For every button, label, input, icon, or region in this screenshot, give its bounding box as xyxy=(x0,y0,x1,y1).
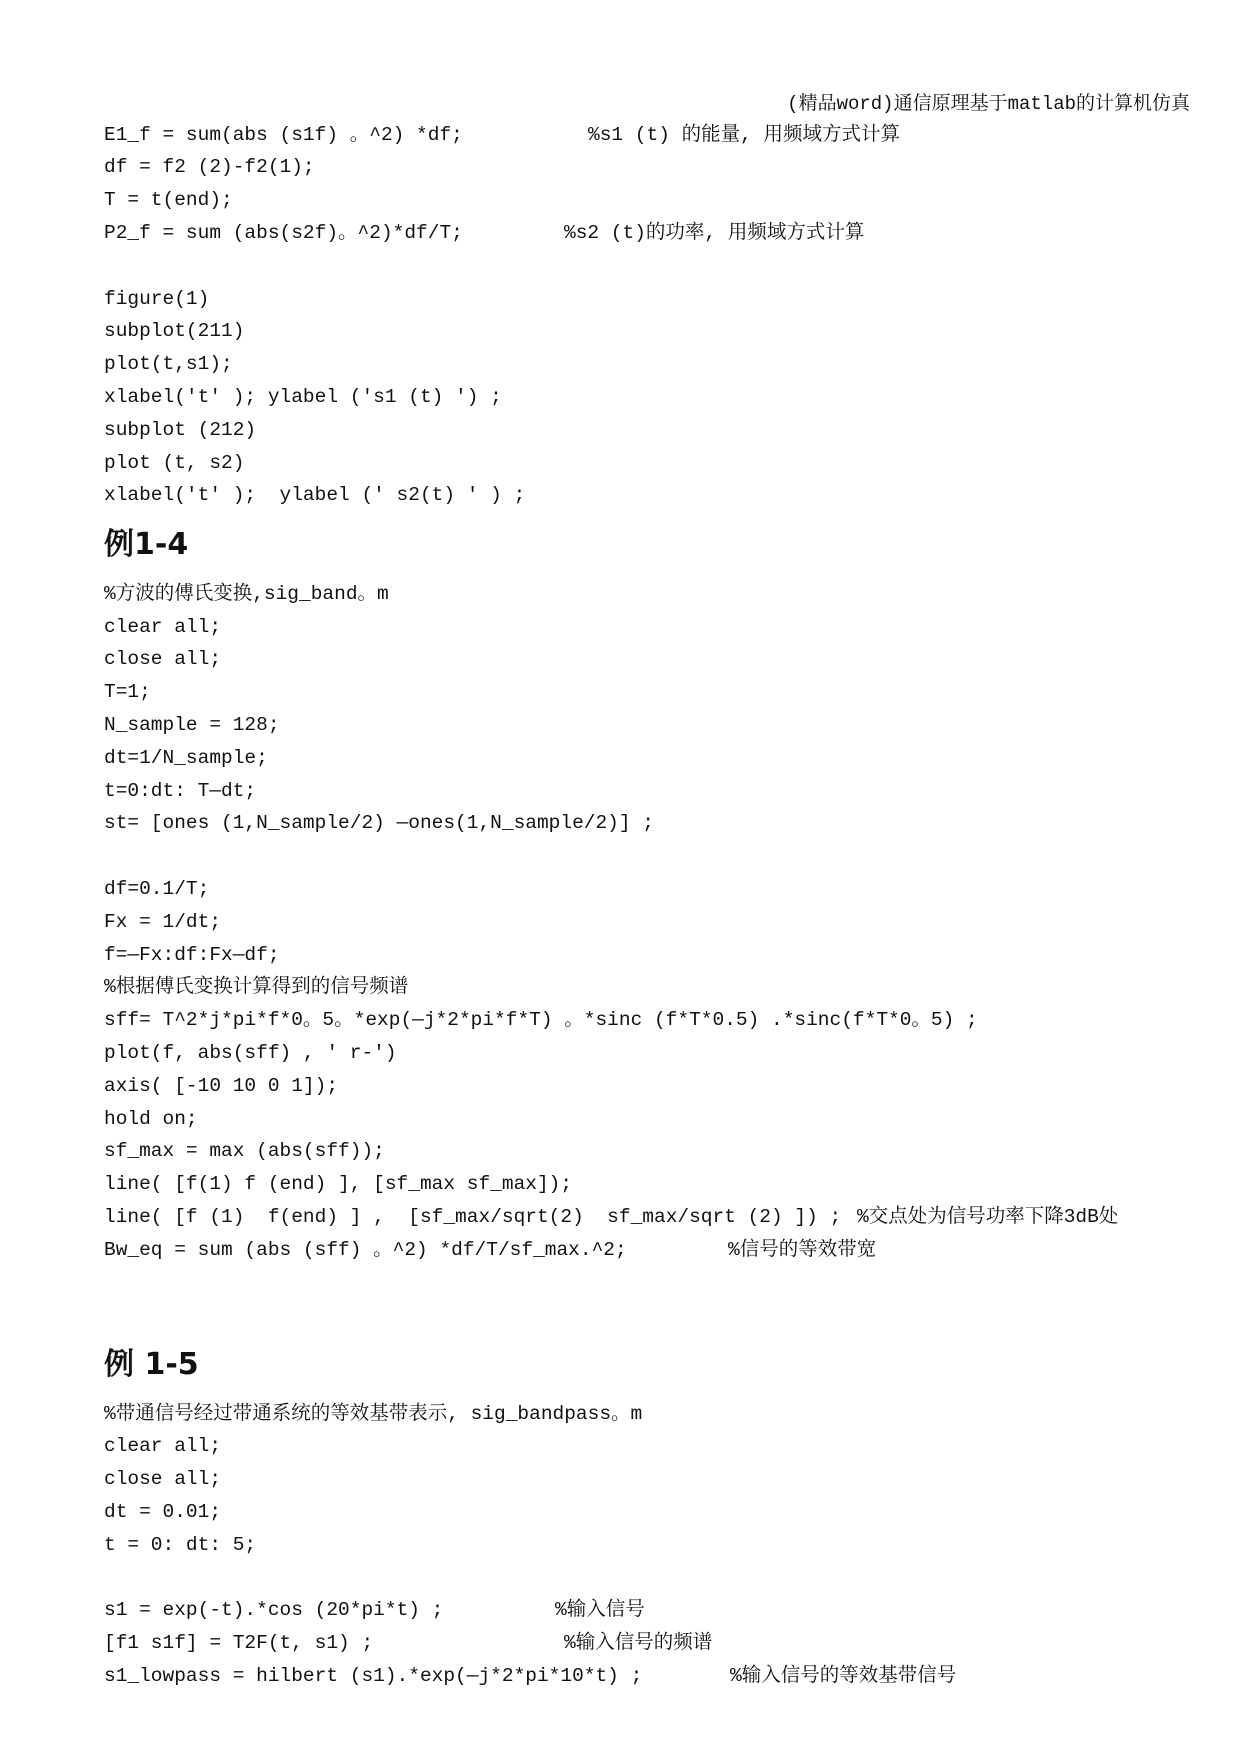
code-line xyxy=(104,807,1224,840)
code-text: dt=1/N_sample; xyxy=(104,746,268,769)
code-line xyxy=(104,906,1224,939)
code-line xyxy=(104,1135,1224,1168)
code-text: df = f2 (2)-f2(1); xyxy=(104,156,315,179)
code-text: hold on; xyxy=(104,1107,198,1130)
code-line xyxy=(104,119,1224,152)
code-text: f=—Fx:df:Fx—df; xyxy=(104,943,280,966)
code-comment: %信号的等效带宽 xyxy=(728,1238,877,1261)
page-header-title: (精品word)通信原理基于matlab的计算机仿真 xyxy=(787,93,1190,115)
code-text: s1_lowpass = hilbert (s1).*exp(—j*2*pi*10*t) ; xyxy=(104,1665,643,1688)
code-line xyxy=(104,1398,1224,1431)
code-line xyxy=(104,578,1224,611)
code-text: subplot(211) xyxy=(104,320,245,343)
code-text: xlabel('t' ); ylabel ('s1 (t) ') ; xyxy=(104,385,502,408)
code-line xyxy=(104,939,1224,972)
code-text: df=0.1/T; xyxy=(104,877,210,900)
code-comment: %输入信号的等效基带信号 xyxy=(730,1665,957,1688)
code-line xyxy=(104,709,1224,742)
code-text: Fx = 1/dt; xyxy=(104,910,222,933)
document-body xyxy=(104,119,1224,1693)
code-line xyxy=(104,1627,1224,1660)
code-text: %带通信号经过带通系统的等效基带表示, sig_bandpass。m xyxy=(104,1402,643,1425)
code-line xyxy=(104,1463,1224,1496)
code-line xyxy=(104,447,1224,480)
code-line xyxy=(104,742,1224,775)
code-line xyxy=(104,1594,1224,1627)
code-text: N_sample = 128; xyxy=(104,713,280,736)
code-line xyxy=(104,1201,1224,1234)
code-text: %方波的傅氏变换,sig_band。m xyxy=(104,582,389,605)
code-line xyxy=(104,611,1224,644)
code-comment: %交点处为信号功率下降3dB处 xyxy=(857,1205,1119,1228)
code-text: close all; xyxy=(104,648,222,671)
code-text: plot(t,s1); xyxy=(104,353,233,376)
code-text: plot(f, abs(sff) , ' r-') xyxy=(104,1041,397,1064)
code-line xyxy=(104,1529,1224,1562)
code-text: clear all; xyxy=(104,615,222,638)
code-line xyxy=(104,381,1224,414)
code-text: subplot (212) xyxy=(104,418,257,441)
code-text: line( [f (1) f(end) ] , [sf_max/sqrt(2) sf_max/sqrt (2) ]) ; xyxy=(104,1205,842,1228)
code-line xyxy=(104,1234,1224,1267)
code-line xyxy=(104,1037,1224,1070)
code-line xyxy=(104,414,1224,447)
code-line xyxy=(104,1430,1224,1463)
code-text: st= [ones (1,N_sample/2) —ones(1,N_sample/2)] ; xyxy=(104,812,654,835)
code-text: E1_f = sum(abs (s1f) 。^2) *df; xyxy=(104,123,463,146)
code-text: t = 0: dt: 5; xyxy=(104,1533,257,1556)
code-line xyxy=(104,1496,1224,1529)
code-line xyxy=(104,1103,1224,1136)
code-text: [f1 s1f] = T2F(t, s1) ; xyxy=(104,1632,374,1655)
code-text: dt = 0.01; xyxy=(104,1501,222,1524)
code-text: clear all; xyxy=(104,1435,222,1458)
code-text: axis( [-10 10 0 1]); xyxy=(104,1074,339,1097)
code-text: P2_f = sum (abs(s2f)。^2)*df/T; xyxy=(104,221,463,244)
code-comment: %输入信号 xyxy=(555,1599,645,1622)
code-line xyxy=(104,348,1224,381)
code-comment: %s2 (t)的功率, 用频域方式计算 xyxy=(564,221,865,244)
code-line xyxy=(104,479,1224,512)
code-line xyxy=(104,283,1224,316)
blank-line xyxy=(104,840,1224,873)
code-comment: %输入信号的频谱 xyxy=(564,1632,713,1655)
code-text: T=1; xyxy=(104,681,151,704)
code-line xyxy=(104,971,1224,1004)
code-text: line( [f(1) f (end) ], [sf_max sf_max]); xyxy=(104,1173,573,1196)
code-text: xlabel('t' ); ylabel (' s2(t) ' ) ; xyxy=(104,484,526,507)
blank-line xyxy=(104,1266,1224,1299)
section-heading-example-1-4: 例1-4 xyxy=(104,527,189,563)
code-line xyxy=(104,151,1224,184)
blank-line xyxy=(104,1299,1224,1332)
code-text: sf_max = max (abs(sff)); xyxy=(104,1140,385,1163)
code-line xyxy=(104,1004,1224,1037)
section-heading-example-1-5: 例 1-5 xyxy=(104,1347,199,1383)
code-text: s1 = exp(-t).*cos (20*pi*t) ; xyxy=(104,1599,444,1622)
code-text: %根据傅氏变换计算得到的信号频谱 xyxy=(104,976,409,999)
blank-line xyxy=(104,1562,1224,1595)
code-line xyxy=(104,1168,1224,1201)
code-line xyxy=(104,643,1224,676)
code-text: t=0:dt: T—dt; xyxy=(104,779,257,802)
code-line xyxy=(104,1070,1224,1103)
code-text: sff= T^2*j*pi*f*0。5。*exp(—j*2*pi*f*T) 。*sinc (f*T*0.5) .*sinc(f*T*0。5) ; xyxy=(104,1009,978,1032)
code-text: figure(1) xyxy=(104,287,210,310)
code-line xyxy=(104,217,1224,250)
code-text: T = t(end); xyxy=(104,189,233,212)
code-text: plot (t, s2) xyxy=(104,451,245,474)
code-line xyxy=(104,775,1224,808)
code-line xyxy=(104,873,1224,906)
code-line xyxy=(104,1660,1224,1693)
code-text: close all; xyxy=(104,1468,222,1491)
code-line xyxy=(104,676,1224,709)
code-line xyxy=(104,184,1224,217)
code-comment: %s1 (t) 的能量, 用频域方式计算 xyxy=(588,123,901,146)
code-text: Bw_eq = sum (abs (sff) 。^2) *df/T/sf_max.^2; xyxy=(104,1238,627,1261)
blank-line xyxy=(104,250,1224,283)
code-line xyxy=(104,315,1224,348)
